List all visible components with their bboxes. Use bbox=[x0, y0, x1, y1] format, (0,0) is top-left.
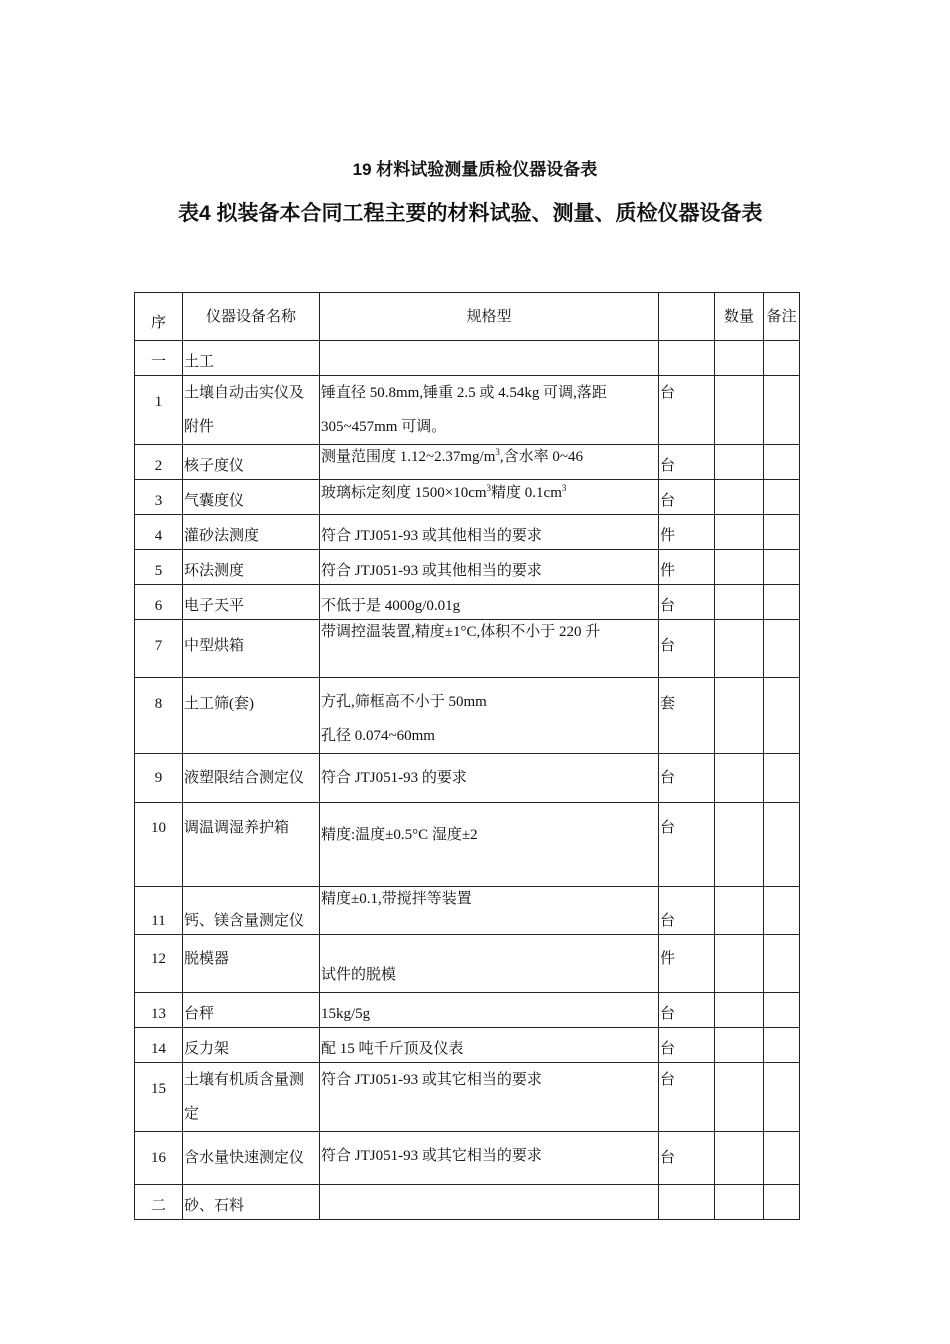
row-name: 灌砂法测度 bbox=[183, 515, 320, 550]
row-no: 11 bbox=[135, 887, 183, 935]
spec-text: ,含水率 0~46 bbox=[499, 449, 583, 465]
table-row bbox=[135, 935, 800, 993]
row-spec: 试件的脱模 bbox=[320, 935, 659, 993]
row-name: 环法测度 bbox=[183, 550, 320, 585]
table-row bbox=[135, 620, 800, 678]
row-remark bbox=[764, 803, 800, 887]
row-spec: 符合 JTJ051-93 或其它相当的要求 bbox=[320, 1063, 659, 1132]
row-spec-line: 方孔,筛框高不小于 50mm bbox=[321, 694, 487, 710]
row-remark bbox=[764, 515, 800, 550]
row-spec bbox=[320, 1185, 659, 1220]
row-qty bbox=[715, 1028, 764, 1063]
row-no: 16 bbox=[135, 1132, 183, 1185]
header-no: 序 bbox=[135, 293, 183, 341]
row-remark bbox=[764, 993, 800, 1028]
row-spec: 带调控温装置,精度±1°C,体积不小于 220 升 bbox=[320, 620, 659, 678]
table-row bbox=[135, 376, 800, 445]
row-name: 液塑限结合测定仪 bbox=[183, 754, 320, 803]
row-name: 土工 bbox=[183, 341, 320, 376]
row-remark bbox=[764, 1063, 800, 1132]
superscript: 3 bbox=[561, 483, 567, 493]
row-unit bbox=[659, 341, 715, 376]
row-unit: 台 bbox=[659, 1028, 715, 1063]
header-name: 仪器设备名称 bbox=[183, 293, 320, 341]
row-unit: 套 bbox=[659, 678, 715, 754]
row-unit bbox=[659, 1185, 715, 1220]
row-spec bbox=[320, 678, 659, 754]
spec-text: 精度 0.1cm bbox=[491, 485, 562, 501]
row-name-line: 土壤自动击实仪及 bbox=[184, 385, 305, 401]
row-name bbox=[183, 376, 320, 445]
row-name: 台秤 bbox=[183, 993, 320, 1028]
table-row bbox=[135, 1028, 800, 1063]
row-unit: 台 bbox=[659, 480, 715, 515]
row-unit: 台 bbox=[659, 1063, 715, 1132]
row-qty bbox=[715, 585, 764, 620]
table-row bbox=[135, 445, 800, 480]
row-remark bbox=[764, 376, 800, 445]
spec-text: 测量范围度 1.12~2.37mg/m bbox=[321, 449, 496, 465]
row-name: 气囊度仪 bbox=[183, 480, 320, 515]
row-name: 砂、石料 bbox=[183, 1185, 320, 1220]
row-remark bbox=[764, 935, 800, 993]
table-header-row bbox=[135, 293, 800, 341]
row-spec: 符合 JTJ051-93 或其他相当的要求 bbox=[320, 515, 659, 550]
row-name: 调温调湿养护箱 bbox=[183, 803, 320, 887]
row-qty bbox=[715, 480, 764, 515]
row-no: 7 bbox=[135, 620, 183, 678]
table-row bbox=[135, 1132, 800, 1185]
row-name-line: 定 bbox=[184, 1106, 200, 1122]
row-spec: 不低于是 4000g/0.01g bbox=[320, 585, 659, 620]
row-qty bbox=[715, 550, 764, 585]
row-remark bbox=[764, 445, 800, 480]
row-spec-line: 孔径 0.074~60mm bbox=[321, 728, 435, 744]
row-qty bbox=[715, 1185, 764, 1220]
row-unit: 台 bbox=[659, 376, 715, 445]
row-unit: 台 bbox=[659, 754, 715, 803]
row-unit: 件 bbox=[659, 550, 715, 585]
table-row bbox=[135, 341, 800, 376]
row-qty bbox=[715, 445, 764, 480]
row-unit: 台 bbox=[659, 1132, 715, 1185]
row-qty bbox=[715, 1132, 764, 1185]
header-spec: 规格型 bbox=[320, 293, 659, 341]
row-no: 14 bbox=[135, 1028, 183, 1063]
equipment-table bbox=[134, 292, 800, 1220]
row-unit: 台 bbox=[659, 445, 715, 480]
table-row bbox=[135, 550, 800, 585]
row-no: 3 bbox=[135, 480, 183, 515]
row-remark bbox=[764, 585, 800, 620]
row-qty bbox=[715, 620, 764, 678]
table-row bbox=[135, 754, 800, 803]
row-remark bbox=[764, 678, 800, 754]
spec-text: 玻璃标定刻度 1500×10cm bbox=[321, 485, 487, 501]
row-name: 土工筛(套) bbox=[183, 678, 320, 754]
table-row bbox=[135, 480, 800, 515]
row-qty bbox=[715, 803, 764, 887]
row-spec bbox=[320, 376, 659, 445]
row-name: 钙、镁含量测定仪 bbox=[183, 887, 320, 935]
row-spec-line: 305~457mm 可调。 bbox=[321, 419, 447, 435]
row-unit: 台 bbox=[659, 620, 715, 678]
row-unit: 件 bbox=[659, 935, 715, 993]
header-qty: 数量 bbox=[715, 293, 764, 341]
row-name: 电子天平 bbox=[183, 585, 320, 620]
row-unit: 台 bbox=[659, 887, 715, 935]
table-row bbox=[135, 887, 800, 935]
row-spec: 符合 JTJ051-93 或其它相当的要求 bbox=[320, 1132, 659, 1185]
row-no: 13 bbox=[135, 993, 183, 1028]
row-remark bbox=[764, 754, 800, 803]
row-name: 反力架 bbox=[183, 1028, 320, 1063]
row-name bbox=[183, 1063, 320, 1132]
row-no: 一 bbox=[135, 341, 183, 376]
header-unit bbox=[659, 293, 715, 341]
table-row bbox=[135, 1185, 800, 1220]
row-unit: 台 bbox=[659, 585, 715, 620]
row-spec: 符合 JTJ051-93 或其他相当的要求 bbox=[320, 550, 659, 585]
row-qty bbox=[715, 754, 764, 803]
row-name-line: 土壤有机质含量测 bbox=[184, 1072, 305, 1088]
page-title: 19 材料试验测量质检仪器设备表 bbox=[352, 160, 598, 179]
row-remark bbox=[764, 620, 800, 678]
row-no: 4 bbox=[135, 515, 183, 550]
row-remark bbox=[764, 887, 800, 935]
row-spec: 符合 JTJ051-93 的要求 bbox=[320, 754, 659, 803]
row-remark bbox=[764, 1132, 800, 1185]
row-remark bbox=[764, 480, 800, 515]
row-qty bbox=[715, 376, 764, 445]
row-spec: 配 15 吨千斤顶及仪表 bbox=[320, 1028, 659, 1063]
row-name: 中型烘箱 bbox=[183, 620, 320, 678]
row-no: 5 bbox=[135, 550, 183, 585]
row-no: 2 bbox=[135, 445, 183, 480]
row-spec bbox=[320, 445, 659, 480]
table-row bbox=[135, 515, 800, 550]
row-no: 8 bbox=[135, 678, 183, 754]
table-row bbox=[135, 993, 800, 1028]
row-qty bbox=[715, 935, 764, 993]
row-qty bbox=[715, 887, 764, 935]
row-name: 核子度仪 bbox=[183, 445, 320, 480]
row-qty bbox=[715, 678, 764, 754]
row-spec-line: 锤直径 50.8mm,锤重 2.5 或 4.54kg 可调,落距 bbox=[321, 385, 607, 401]
table-row bbox=[135, 1063, 800, 1132]
row-unit: 台 bbox=[659, 993, 715, 1028]
superscript: 3 bbox=[486, 483, 492, 493]
row-remark bbox=[764, 550, 800, 585]
row-qty bbox=[715, 341, 764, 376]
row-name: 脱模器 bbox=[183, 935, 320, 993]
row-spec: 精度±0.1,带搅拌等装置 bbox=[320, 887, 659, 935]
header-remark: 备注 bbox=[764, 293, 800, 341]
row-remark bbox=[764, 1185, 800, 1220]
row-no: 10 bbox=[135, 803, 183, 887]
row-qty bbox=[715, 1063, 764, 1132]
row-remark bbox=[764, 1028, 800, 1063]
row-spec: 精度:温度±0.5°C 湿度±2 bbox=[320, 803, 659, 887]
table-row bbox=[135, 678, 800, 754]
row-remark bbox=[764, 341, 800, 376]
row-no: 6 bbox=[135, 585, 183, 620]
row-no: 1 bbox=[135, 376, 183, 445]
row-unit: 台 bbox=[659, 803, 715, 887]
row-spec bbox=[320, 480, 659, 515]
table-row bbox=[135, 585, 800, 620]
superscript: 3 bbox=[495, 447, 500, 457]
row-spec bbox=[320, 341, 659, 376]
row-unit: 件 bbox=[659, 515, 715, 550]
table-caption: 表4 拟装备本合同工程主要的材料试验、测量、质检仪器设备表 bbox=[178, 202, 763, 225]
table-row bbox=[135, 803, 800, 887]
row-no: 15 bbox=[135, 1063, 183, 1132]
row-name: 含水量快速测定仪 bbox=[183, 1132, 320, 1185]
row-name-line: 附件 bbox=[184, 419, 215, 435]
row-qty bbox=[715, 993, 764, 1028]
row-spec: 15kg/5g bbox=[320, 993, 659, 1028]
row-no: 12 bbox=[135, 935, 183, 993]
row-no: 二 bbox=[135, 1185, 183, 1220]
row-no: 9 bbox=[135, 754, 183, 803]
row-qty bbox=[715, 515, 764, 550]
